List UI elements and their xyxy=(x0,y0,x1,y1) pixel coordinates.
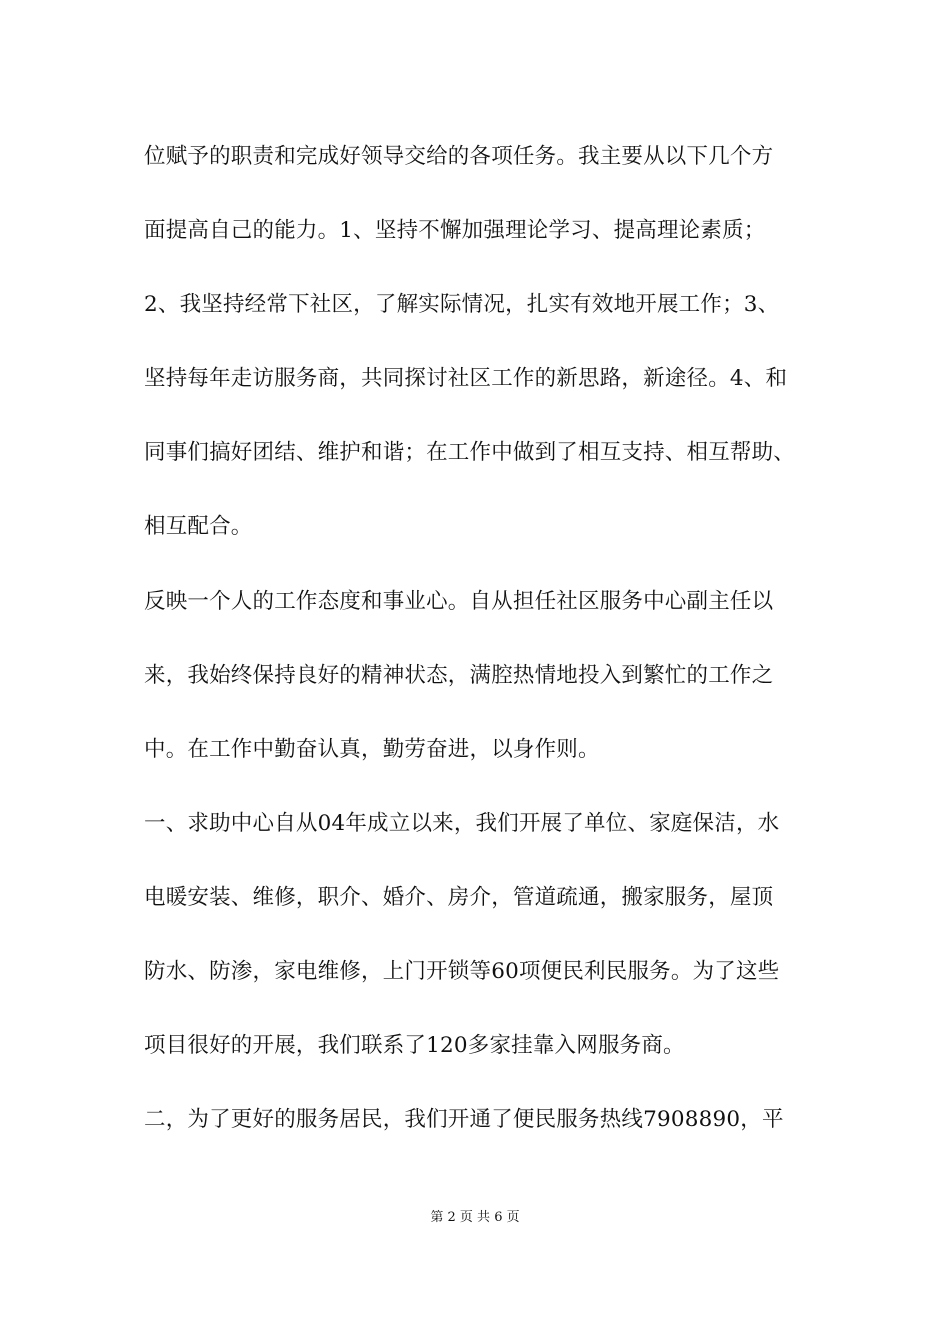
paragraph-line: 面提高自己的能力。1、坚持不懈加强理论学习、提高理论素质； xyxy=(144,218,766,243)
paragraph-line: 二，为了更好的服务居民，我们开通了便民服务热线7908890，平 xyxy=(144,1107,784,1132)
paragraph-line: 2、我坚持经常下社区，了解实际情况，扎实有效地开展工作；3、 xyxy=(144,292,780,317)
page-number-footer xyxy=(0,1209,950,1227)
page-number-text: 第 2 页 共 6 页 xyxy=(430,1210,520,1225)
paragraph-line: 防水、防渗，家电维修，上门开锁等60项便民利民服务。为了这些 xyxy=(144,959,780,984)
paragraph-line: 相互配合。 xyxy=(144,514,253,539)
paragraph-line: 中。在工作中勤奋认真，勤劳奋进，以身作则。 xyxy=(144,737,600,762)
paragraph-line: 一、求助中心自从04年成立以来，我们开展了单位、家庭保洁，水 xyxy=(144,811,780,836)
paragraph-line: 来，我始终保持良好的精神状态，满腔热情地投入到繁忙的工作之 xyxy=(144,663,774,688)
paragraph-line: 项目很好的开展，我们联系了120多家挂靠入网服务商。 xyxy=(144,1033,685,1058)
paragraph-line: 坚持每年走访服务商，共同探讨社区工作的新思路，新途径。4、和 xyxy=(144,366,788,391)
paragraph-line: 反映一个人的工作态度和事业心。自从担任社区服务中心副主任以 xyxy=(144,589,774,614)
paragraph-line: 同事们搞好团结、维护和谐；在工作中做到了相互支持、相互帮助、 xyxy=(144,440,796,465)
paragraph-line: 电暖安装、维修，职介、婚介、房介，管道疏通，搬家服务，屋顶 xyxy=(144,885,774,910)
paragraph-line: 位赋予的职责和完成好领导交给的各项任务。我主要从以下几个方 xyxy=(144,144,774,169)
